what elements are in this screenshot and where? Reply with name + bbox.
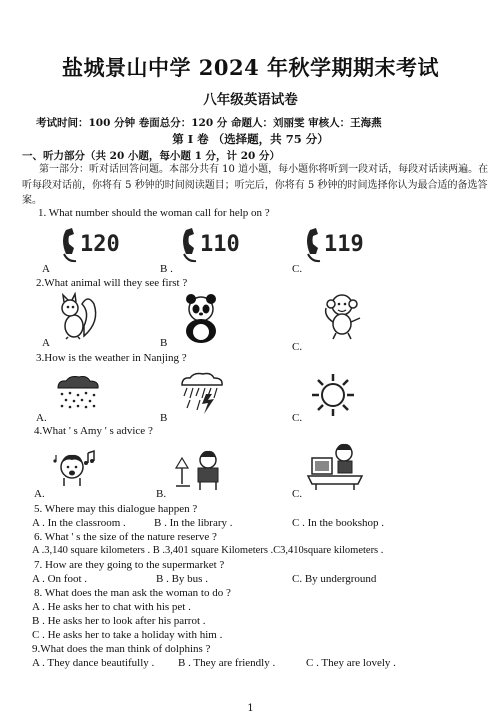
phone-number-b: 110 [200, 232, 240, 257]
q9-option-a: A . They dance beautifully . [32, 657, 155, 669]
q5-option-a: A . In the classroom . [32, 517, 126, 529]
q4-option-c: C. [292, 488, 303, 500]
q7-option-a: A . On foot . [32, 573, 87, 585]
question-6: 6. What ' s the size of the nature reserve ? [34, 531, 217, 543]
monkey-icon [316, 292, 364, 340]
q6-options: A .3,140 square kilometers . B .3,401 square Kilometers .C3,410square kilometers . [32, 545, 384, 556]
exam-subtitle: 八年级英语试卷 [203, 92, 298, 108]
phone-icon [58, 224, 136, 264]
q9-option-c: C . They are lovely . [306, 657, 396, 669]
question-8: 8. What does the man ask the woman to do ? [34, 587, 231, 599]
q4-option-a: A. [34, 488, 45, 500]
boy-at-computer-icon [306, 440, 364, 490]
phone-number-a: 120 [80, 232, 120, 257]
squirrel-icon [54, 292, 104, 340]
sun-icon [310, 372, 356, 418]
rain-cloud-icon [178, 372, 226, 416]
q8-option-a: A . He asks her to chat with his pet . [32, 601, 191, 613]
section-instructions: 第一部分：听对话回答问题。本部分共有 10 道小题，每小题你将听到一段对话，每段对话读两遍。在听每段对话前，你将有 5 秒钟的时间阅读题目；听完后，你将有 5 秒钟的时间选择你认为最合适的备选答案。 [22, 164, 489, 206]
q9-option-b: B . They are friendly . [178, 657, 276, 669]
boy-with-plant-icon [172, 446, 226, 492]
q3-option-c: C. [292, 412, 303, 424]
volume-heading: 第 I 卷 （选择题，共 75 分） [172, 132, 329, 146]
q5-option-c: C . In the bookshop . [292, 517, 384, 529]
q3-option-a: A. [36, 412, 47, 424]
q2-option-c: C. [292, 341, 303, 353]
exam-title: 盐城景山中学 2024 年秋学期期末考试 [61, 55, 440, 80]
question-5: 5. Where may this dialogue happen ? [34, 503, 198, 515]
panda-icon [178, 294, 224, 344]
q8-option-c: C . He asks her to take a holiday with him . [32, 629, 223, 641]
phone-icon [178, 224, 256, 264]
q1-option-c: C. [292, 263, 303, 275]
section-heading: 一、听力部分（共 20 小题，每小题 1 分，计 20 分） [22, 150, 280, 162]
singing-boy-icon [50, 447, 100, 487]
phone-icon [302, 224, 380, 264]
question-3: 3.How is the weather in Nanjing ? [36, 352, 187, 364]
q7-option-b: B . By bus . [156, 573, 208, 585]
question-1: 1. What number should the woman call for help on ? [38, 207, 270, 219]
exam-meta: 考试时间：100 分钟 卷面总分：120 分 命题人：刘丽雯 审核人：王海燕 [36, 117, 382, 129]
q8-option-b: B . He asks her to look after his parrot . [32, 615, 206, 627]
question-4: 4.What ' s Amy ' s advice ? [34, 425, 153, 437]
q1-option-b: B . [160, 263, 173, 275]
q3-option-b: B [160, 412, 168, 424]
question-7: 7. How are they going to the supermarket ? [34, 559, 225, 571]
q2-option-b: B [160, 337, 168, 349]
page-number: 1 [247, 703, 254, 714]
q5-option-b: B . In the library . [154, 517, 233, 529]
q4-option-b: B. [156, 488, 167, 500]
q1-option-a: A [42, 263, 50, 275]
question-9: 9.What does the man think of dolphins ? [32, 643, 211, 655]
q7-option-c: C. By underground [292, 573, 377, 585]
snow-cloud-icon [52, 374, 104, 410]
question-2: 2.What animal will they see first ? [36, 277, 188, 289]
phone-number-c: 119 [324, 232, 364, 257]
q2-option-a: A [42, 337, 50, 349]
